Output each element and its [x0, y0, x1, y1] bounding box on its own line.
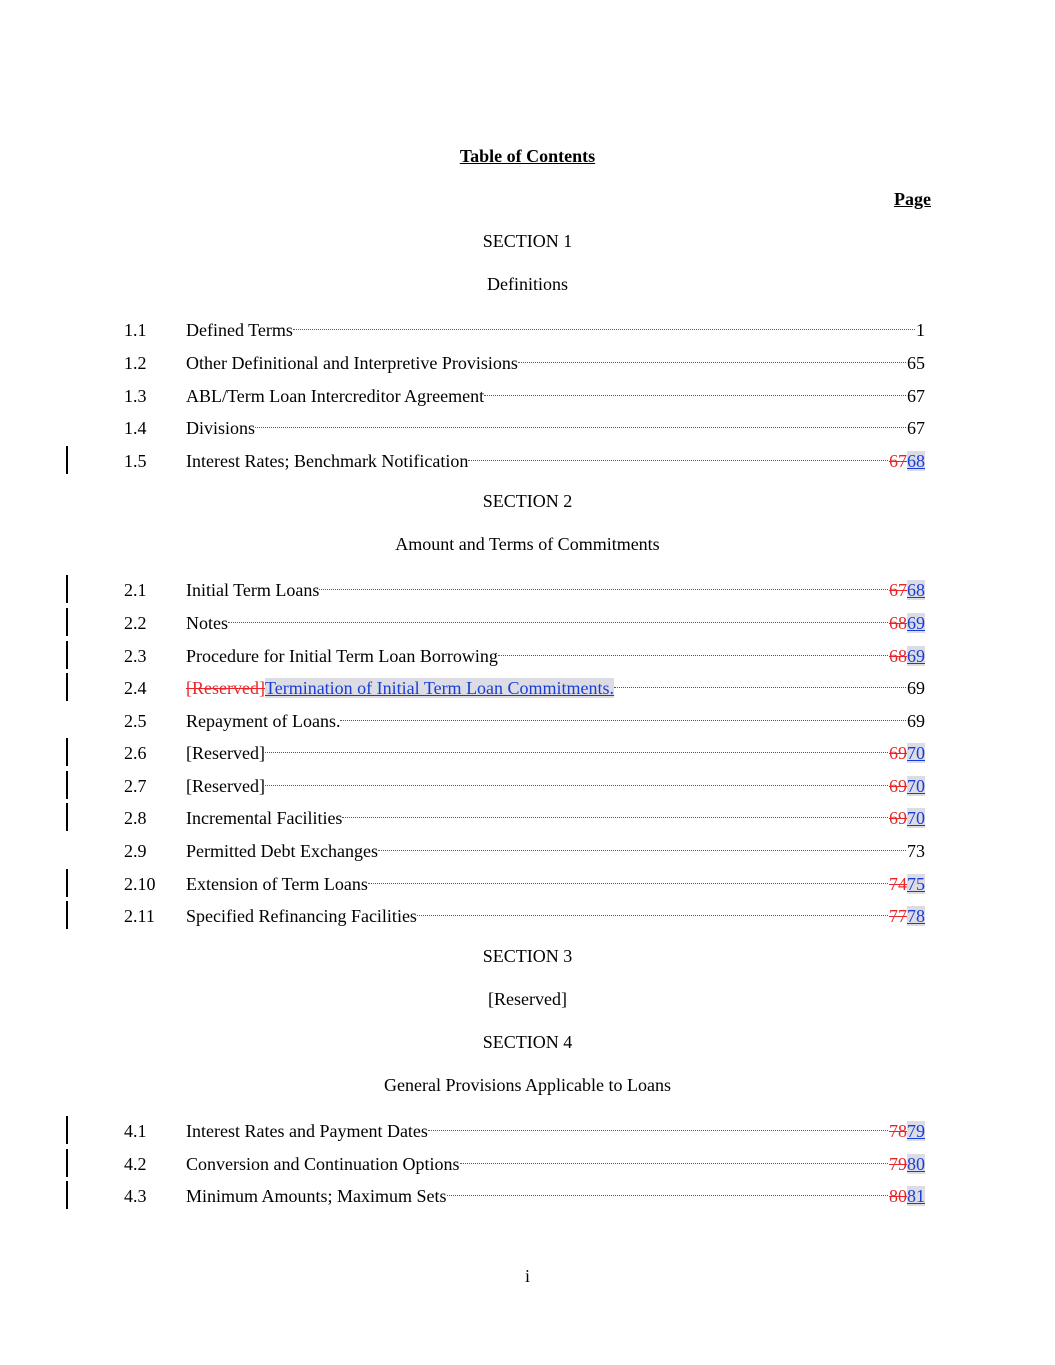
entry-number: 2.8 — [124, 808, 147, 828]
entry-title: Minimum Amounts; Maximum Sets — [186, 1186, 447, 1206]
toc-entry[interactable] — [0, 741, 1055, 765]
dot-leader — [518, 362, 906, 363]
toc-entry[interactable] — [0, 384, 1055, 408]
entry-number: 1.1 — [124, 320, 147, 340]
toc-entry[interactable] — [0, 1184, 1055, 1208]
section-heading: SECTION 3 — [482, 946, 573, 966]
deleted-page-number: 68 — [889, 613, 907, 633]
deleted-page-number: 68 — [889, 646, 907, 666]
dot-leader — [498, 655, 888, 656]
entry-title: Extension of Term Loans — [186, 874, 368, 894]
dot-leader — [484, 395, 906, 396]
entry-number: 2.4 — [124, 678, 147, 698]
deleted-page-number: 79 — [889, 1154, 907, 1174]
entry-title: Conversion and Continuation Options — [186, 1154, 460, 1174]
entry-page: 67 — [907, 386, 925, 406]
entry-title: Interest Rates; Benchmark Notification — [186, 451, 469, 471]
entry-title: Incremental Facilities — [186, 808, 343, 828]
toc-entry[interactable] — [0, 449, 1055, 473]
entry-number: 1.5 — [124, 451, 147, 471]
toc-entry[interactable] — [0, 774, 1055, 798]
entry-page: 73 — [907, 841, 925, 861]
entry-number: 2.6 — [124, 743, 147, 763]
entry-page: 69 — [907, 711, 925, 731]
entry-number: 2.2 — [124, 613, 147, 633]
deleted-page-number: 74 — [889, 874, 907, 894]
entry-page: 67 — [907, 418, 925, 438]
dot-leader — [340, 720, 906, 721]
toc-entry[interactable] — [0, 1152, 1055, 1176]
change-bar — [66, 575, 68, 603]
toc-entry[interactable] — [0, 904, 1055, 928]
entry-number: 2.7 — [124, 776, 147, 796]
section-subheading: General Provisions Applicable to Loans — [384, 1075, 671, 1095]
toc-entry[interactable] — [0, 872, 1055, 896]
entry-title: Interest Rates and Payment Dates — [186, 1121, 428, 1141]
entry-number: 2.3 — [124, 646, 147, 666]
dot-leader — [378, 850, 906, 851]
inserted-title[interactable]: Termination of Initial Term Loan Commitments. — [264, 678, 615, 698]
entry-number: 1.2 — [124, 353, 147, 373]
entry-page: 1 — [916, 320, 925, 340]
dot-leader — [228, 622, 888, 623]
entry-title: [Reserved] — [186, 776, 265, 796]
deleted-page-number: 69 — [889, 776, 907, 796]
deleted-page-number: 69 — [889, 808, 907, 828]
section-subheading: Definitions — [487, 274, 568, 294]
inserted-page-number[interactable]: 81 — [907, 1186, 925, 1206]
inserted-page-number[interactable]: 80 — [907, 1154, 925, 1174]
change-bar — [66, 1181, 68, 1209]
inserted-page-number[interactable]: 69 — [907, 613, 925, 633]
section-subheading: Amount and Terms of Commitments — [395, 534, 660, 554]
entry-number: 2.1 — [124, 580, 147, 600]
change-bar — [66, 803, 68, 831]
deleted-page-number: 77 — [889, 906, 907, 926]
entry-title: Procedure for Initial Term Loan Borrowing — [186, 646, 498, 666]
toc-entry[interactable] — [0, 578, 1055, 602]
toc-entry[interactable] — [0, 351, 1055, 375]
page-folio: i — [524, 1266, 530, 1286]
change-bar — [66, 771, 68, 799]
section-heading: SECTION 4 — [482, 1032, 573, 1052]
deleted-page-number: 80 — [889, 1186, 907, 1206]
entry-number: 1.4 — [124, 418, 147, 438]
change-bar — [66, 1116, 68, 1144]
entry-title: Divisions — [186, 418, 256, 438]
toc-entry[interactable] — [0, 676, 1055, 700]
dot-leader — [265, 785, 888, 786]
entry-page: 69 — [907, 678, 925, 698]
deleted-page-number: 69 — [889, 743, 907, 763]
change-bar — [66, 446, 68, 474]
toc-entry[interactable] — [0, 644, 1055, 668]
inserted-page-number[interactable]: 79 — [907, 1121, 925, 1141]
deleted-page-number: 67 — [889, 580, 907, 600]
toc-title: Table of Contents — [459, 146, 596, 166]
change-bar — [66, 608, 68, 636]
change-bar — [66, 869, 68, 897]
change-bar — [66, 641, 68, 669]
change-bar — [66, 1149, 68, 1177]
entry-number: 4.2 — [124, 1154, 147, 1174]
dot-leader — [468, 460, 888, 461]
toc-entry[interactable] — [0, 709, 1055, 733]
entry-title: Permitted Debt Exchanges — [186, 841, 378, 861]
dot-leader — [417, 915, 888, 916]
section-heading: SECTION 2 — [482, 491, 573, 511]
dot-leader — [614, 687, 906, 688]
toc-entry[interactable] — [0, 416, 1055, 440]
entry-number: 2.9 — [124, 841, 147, 861]
entry-number: 4.3 — [124, 1186, 147, 1206]
dot-leader — [342, 817, 888, 818]
entry-title: Defined Terms — [186, 320, 293, 340]
dot-leader — [293, 329, 915, 330]
toc-entry[interactable] — [0, 839, 1055, 863]
dot-leader — [255, 427, 906, 428]
deleted-page-number: 67 — [889, 451, 907, 471]
inserted-page-number[interactable]: 70 — [907, 743, 925, 763]
section-heading: SECTION 1 — [482, 231, 573, 251]
change-bar — [66, 901, 68, 929]
page-column-header: Page — [894, 189, 931, 209]
section-subheading: [Reserved] — [488, 989, 567, 1009]
toc-entry[interactable] — [0, 318, 1055, 342]
deleted-page-number: 78 — [889, 1121, 907, 1141]
dot-leader — [428, 1130, 888, 1131]
entry-title: Other Definitional and Interpretive Provisions — [186, 353, 518, 373]
entry-number: 2.11 — [124, 906, 155, 926]
inserted-page-number[interactable]: 75 — [907, 874, 925, 894]
toc-entry[interactable] — [0, 611, 1055, 635]
entry-page: 65 — [907, 353, 925, 373]
toc-entry[interactable] — [0, 1119, 1055, 1143]
entry-title: Initial Term Loans — [186, 580, 320, 600]
dot-leader — [319, 589, 888, 590]
dot-leader — [265, 752, 888, 753]
inserted-page-number[interactable]: 70 — [907, 776, 925, 796]
dot-leader — [460, 1163, 889, 1164]
entry-number: 2.10 — [124, 874, 156, 894]
inserted-page-number[interactable]: 68 — [907, 580, 925, 600]
dot-leader — [447, 1195, 888, 1196]
deleted-title: [Reserved] — [186, 678, 265, 698]
entry-number: 4.1 — [124, 1121, 147, 1141]
entry-number: 1.3 — [124, 386, 147, 406]
entry-title: Repayment of Loans. — [186, 711, 341, 731]
entry-title: ABL/Term Loan Intercreditor Agreement — [186, 386, 485, 406]
change-bar — [66, 673, 68, 701]
change-bar — [66, 738, 68, 766]
entry-title: [Reserved] — [186, 743, 265, 763]
entry-title: Notes — [186, 613, 228, 633]
inserted-page-number[interactable]: 70 — [907, 808, 925, 828]
inserted-page-number[interactable]: 68 — [907, 451, 925, 471]
dot-leader — [368, 883, 888, 884]
entry-number: 2.5 — [124, 711, 147, 731]
entry-title: Specified Refinancing Facilities — [186, 906, 417, 926]
inserted-page-number[interactable]: 78 — [907, 906, 925, 926]
inserted-page-number[interactable]: 69 — [907, 646, 925, 666]
toc-entry[interactable] — [0, 806, 1055, 830]
